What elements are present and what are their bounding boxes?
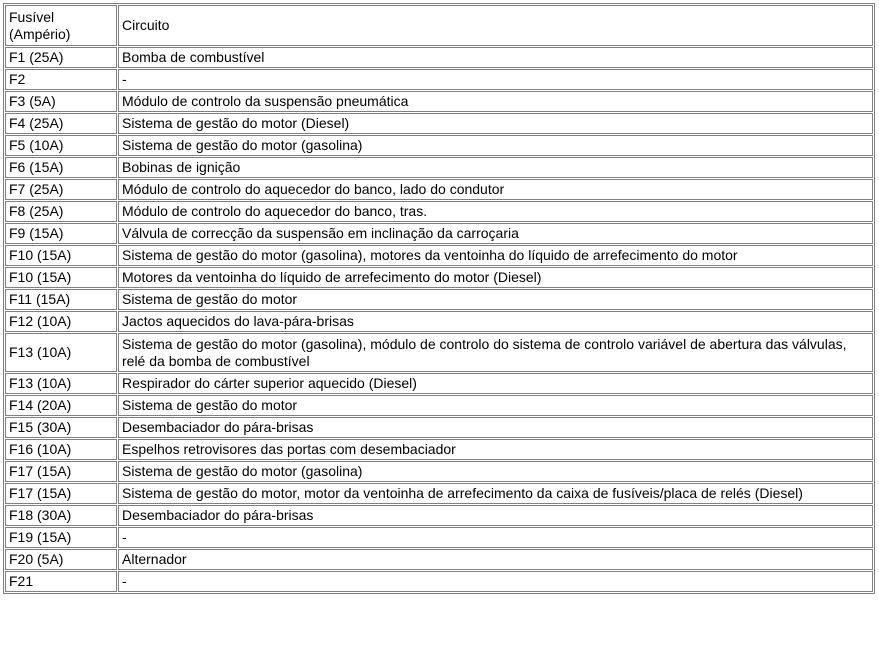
table-row <box>5 461 873 482</box>
circuit-cell: Bomba de combustível <box>118 47 873 68</box>
circuit-cell: Jactos aquecidos do lava-pára-brisas <box>118 311 873 332</box>
circuit-cell: Sistema de gestão do motor (gasolina), motores da ventoinha do líquido de arrefecimento do motor <box>118 245 873 266</box>
fuse-cell: F17 (15A) <box>5 461 117 482</box>
table-row <box>5 201 873 222</box>
header-fuse-label: Fusível <box>9 8 55 25</box>
fuse-cell: F15 (30A) <box>5 417 117 438</box>
fuse-cell: F7 (25A) <box>5 179 117 200</box>
table-row <box>5 417 873 438</box>
fuse-cell: F10 (15A) <box>5 267 117 288</box>
table-row <box>5 373 873 394</box>
fuse-cell: F5 (10A) <box>5 135 117 156</box>
fuse-table-body <box>5 5 873 592</box>
table-row <box>5 113 873 134</box>
fuse-cell: F19 (15A) <box>5 527 117 548</box>
fuse-cell: F20 (5A) <box>5 549 117 570</box>
table-row <box>5 135 873 156</box>
circuit-cell: - <box>118 571 873 592</box>
circuit-cell: Módulo de controlo da suspensão pneumática <box>118 91 873 112</box>
table-row <box>5 311 873 332</box>
fuse-cell: F6 (15A) <box>5 157 117 178</box>
table-row <box>5 91 873 112</box>
table-row <box>5 439 873 460</box>
table-row <box>5 395 873 416</box>
circuit-cell: Respirador do cárter superior aquecido (Diesel) <box>118 373 873 394</box>
fuse-cell: F13 (10A) <box>5 373 117 394</box>
table-row <box>5 47 873 68</box>
fuse-cell: F3 (5A) <box>5 91 117 112</box>
fuse-cell: F4 (25A) <box>5 113 117 134</box>
table-row <box>5 157 873 178</box>
table-row <box>5 245 873 266</box>
fuse-cell: F10 (15A) <box>5 245 117 266</box>
circuit-cell: Desembaciador do pára-brisas <box>118 505 873 526</box>
table-row <box>5 223 873 244</box>
circuit-cell: Sistema de gestão do motor <box>118 395 873 416</box>
circuit-cell: Sistema de gestão do motor (gasolina) <box>118 135 873 156</box>
circuit-cell: Sistema de gestão do motor, motor da ventoinha de arrefecimento da caixa de fusíveis/placa de relés (Diesel) <box>118 483 873 504</box>
header-circuit-label: Circuito <box>122 17 170 33</box>
fuse-cell: F2 <box>5 69 117 90</box>
fuse-cell: F12 (10A) <box>5 311 117 332</box>
fuse-cell: F18 (30A) <box>5 505 117 526</box>
fuse-cell: F1 (25A) <box>5 47 117 68</box>
table-row <box>5 179 873 200</box>
circuit-cell: Sistema de gestão do motor <box>118 289 873 310</box>
header-fuse-cell <box>5 5 117 46</box>
circuit-cell: Válvula de correcção da suspensão em inclinação da carroçaria <box>118 223 873 244</box>
table-row <box>5 69 873 90</box>
table-row <box>5 483 873 504</box>
table-row <box>5 571 873 592</box>
fuse-cell: F17 (15A) <box>5 483 117 504</box>
table-row <box>5 289 873 310</box>
table-row <box>5 549 873 570</box>
circuit-cell: Alternador <box>118 549 873 570</box>
table-row <box>5 527 873 548</box>
circuit-cell: Sistema de gestão do motor (Diesel) <box>118 113 873 134</box>
table-header-row <box>5 5 873 46</box>
header-ampere-label: (Ampério) <box>9 25 71 42</box>
fuse-cell: F14 (20A) <box>5 395 117 416</box>
circuit-cell: - <box>118 69 873 90</box>
circuit-cell: - <box>118 527 873 548</box>
table-row <box>5 505 873 526</box>
circuit-cell: Sistema de gestão do motor (gasolina) <box>118 461 873 482</box>
circuit-cell: Motores da ventoinha do líquido de arrefecimento do motor (Diesel) <box>118 267 873 288</box>
table-row <box>5 333 873 372</box>
circuit-cell: Sistema de gestão do motor (gasolina), módulo de controlo do sistema de controlo variável de abertura das válvulas, relé da bomba de combustível <box>118 333 873 372</box>
fuse-table <box>3 3 875 594</box>
table-row <box>5 267 873 288</box>
fuse-cell: F21 <box>5 571 117 592</box>
fuse-cell: F8 (25A) <box>5 201 117 222</box>
circuit-cell: Desembaciador do pára-brisas <box>118 417 873 438</box>
circuit-cell: Módulo de controlo do aquecedor do banco, lado do condutor <box>118 179 873 200</box>
fuse-cell: F16 (10A) <box>5 439 117 460</box>
fuse-cell: F13 (10A) <box>5 333 117 372</box>
circuit-cell: Bobinas de ignição <box>118 157 873 178</box>
fuse-cell: F11 (15A) <box>5 289 117 310</box>
circuit-cell: Módulo de controlo do aquecedor do banco, tras. <box>118 201 873 222</box>
header-circuit-cell <box>118 5 873 46</box>
circuit-cell: Espelhos retrovisores das portas com desembaciador <box>118 439 873 460</box>
fuse-cell: F9 (15A) <box>5 223 117 244</box>
